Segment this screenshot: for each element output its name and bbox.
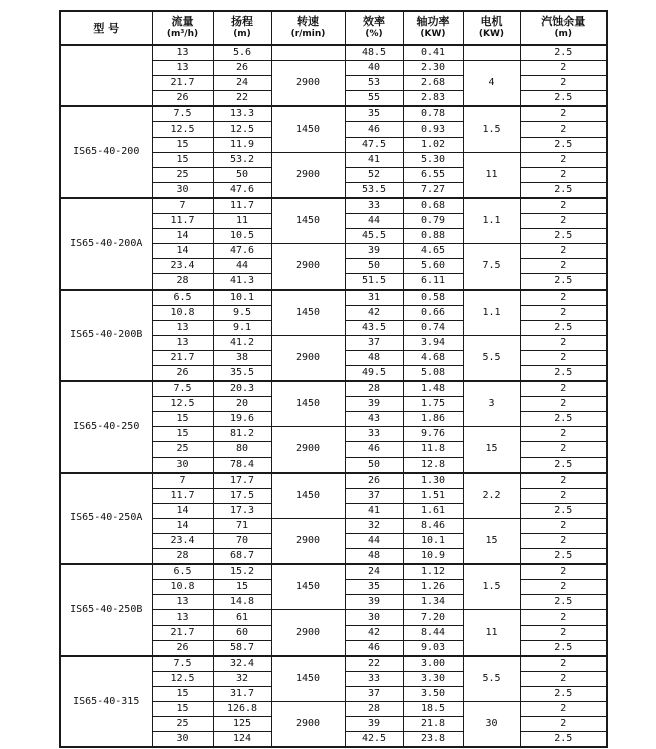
header-efficiency: 效率 (%) xyxy=(345,11,403,45)
model-cell: IS65-40-315 xyxy=(60,656,152,748)
speed-cell: 2900 xyxy=(271,702,345,748)
model-cell: IS65-40-200B xyxy=(60,290,152,382)
motor-cell: 1.1 xyxy=(463,198,520,244)
shaft-power-cell: 0.88 xyxy=(403,229,463,244)
efficiency-cell: 39 xyxy=(345,717,403,732)
flow-cell: 13 xyxy=(152,320,213,335)
npsh-cell: 2 xyxy=(520,152,607,167)
efficiency-cell: 45.5 xyxy=(345,229,403,244)
efficiency-cell: 48 xyxy=(345,350,403,365)
header-speed: 转速 (r/min) xyxy=(271,11,345,45)
flow-cell: 15 xyxy=(152,427,213,442)
speed-cell: 2900 xyxy=(271,518,345,564)
shaft-power-cell: 3.94 xyxy=(403,335,463,350)
efficiency-cell: 28 xyxy=(345,381,403,397)
flow-cell: 11.7 xyxy=(152,214,213,229)
flow-cell: 30 xyxy=(152,182,213,198)
shaft-power-cell: 0.78 xyxy=(403,106,463,122)
shaft-power-cell: 23.8 xyxy=(403,732,463,748)
efficiency-cell: 24 xyxy=(345,564,403,580)
shaft-power-cell: 12.8 xyxy=(403,457,463,473)
head-cell: 20 xyxy=(213,397,271,412)
flow-cell: 7.5 xyxy=(152,106,213,122)
shaft-power-cell: 10.9 xyxy=(403,549,463,565)
head-cell: 17.5 xyxy=(213,488,271,503)
npsh-cell: 2 xyxy=(520,610,607,625)
efficiency-cell: 46 xyxy=(345,640,403,656)
shaft-power-cell: 4.68 xyxy=(403,350,463,365)
npsh-cell: 2.5 xyxy=(520,91,607,107)
shaft-power-cell: 21.8 xyxy=(403,717,463,732)
flow-cell: 21.7 xyxy=(152,625,213,640)
flow-cell: 14 xyxy=(152,244,213,259)
efficiency-cell: 55 xyxy=(345,91,403,107)
flow-cell: 12.5 xyxy=(152,397,213,412)
efficiency-cell: 46 xyxy=(345,442,403,457)
efficiency-cell: 39 xyxy=(345,244,403,259)
shaft-power-cell: 9.03 xyxy=(403,640,463,656)
shaft-power-cell: 4.65 xyxy=(403,244,463,259)
shaft-power-cell: 1.12 xyxy=(403,564,463,580)
flow-cell: 14 xyxy=(152,229,213,244)
head-cell: 80 xyxy=(213,442,271,457)
motor-cell: 5.5 xyxy=(463,335,520,381)
head-cell: 14.8 xyxy=(213,595,271,610)
npsh-cell: 2 xyxy=(520,580,607,595)
motor-cell: 5.5 xyxy=(463,656,520,702)
head-cell: 11 xyxy=(213,214,271,229)
table-row xyxy=(60,198,607,214)
shaft-power-cell: 0.41 xyxy=(403,45,463,61)
shaft-power-cell: 5.08 xyxy=(403,365,463,381)
shaft-power-cell: 0.74 xyxy=(403,320,463,335)
speed-cell: 1450 xyxy=(271,106,345,152)
motor-cell: 30 xyxy=(463,702,520,748)
table-row xyxy=(60,473,607,489)
efficiency-cell: 53 xyxy=(345,76,403,91)
head-cell: 50 xyxy=(213,167,271,182)
flow-cell: 15 xyxy=(152,152,213,167)
head-cell: 125 xyxy=(213,717,271,732)
header-motor: 电机 (KW) xyxy=(463,11,520,45)
npsh-cell: 2 xyxy=(520,76,607,91)
npsh-cell: 2 xyxy=(520,656,607,672)
flow-cell: 7 xyxy=(152,473,213,489)
efficiency-cell: 33 xyxy=(345,198,403,214)
efficiency-cell: 50 xyxy=(345,457,403,473)
npsh-cell: 2.5 xyxy=(520,274,607,290)
head-cell: 61 xyxy=(213,610,271,625)
efficiency-cell: 39 xyxy=(345,397,403,412)
npsh-cell: 2.5 xyxy=(520,182,607,198)
head-cell: 44 xyxy=(213,259,271,274)
motor-cell: 15 xyxy=(463,518,520,564)
shaft-power-cell: 1.86 xyxy=(403,412,463,427)
npsh-cell: 2.5 xyxy=(520,229,607,244)
npsh-cell: 2.5 xyxy=(520,686,607,701)
efficiency-cell: 53.5 xyxy=(345,182,403,198)
head-cell: 5.6 xyxy=(213,45,271,61)
head-cell: 17.3 xyxy=(213,503,271,518)
flow-cell: 26 xyxy=(152,365,213,381)
table-row xyxy=(60,564,607,580)
flow-cell: 10.8 xyxy=(152,580,213,595)
head-cell: 124 xyxy=(213,732,271,748)
npsh-cell: 2.5 xyxy=(520,45,607,61)
shaft-power-cell: 1.51 xyxy=(403,488,463,503)
flow-cell: 28 xyxy=(152,274,213,290)
head-cell: 15.2 xyxy=(213,564,271,580)
head-cell: 10.5 xyxy=(213,229,271,244)
head-cell: 78.4 xyxy=(213,457,271,473)
npsh-cell: 2 xyxy=(520,305,607,320)
efficiency-cell: 26 xyxy=(345,473,403,489)
flow-cell: 25 xyxy=(152,717,213,732)
npsh-cell: 2 xyxy=(520,214,607,229)
efficiency-cell: 22 xyxy=(345,656,403,672)
head-cell: 60 xyxy=(213,625,271,640)
flow-cell: 15 xyxy=(152,702,213,717)
shaft-power-cell: 0.93 xyxy=(403,122,463,137)
speed-cell: 2900 xyxy=(271,61,345,107)
shaft-power-cell: 10.1 xyxy=(403,534,463,549)
head-cell: 41.3 xyxy=(213,274,271,290)
header-row xyxy=(60,11,607,45)
speed-cell: 1450 xyxy=(271,381,345,427)
flow-cell: 12.5 xyxy=(152,122,213,137)
flow-cell: 13 xyxy=(152,595,213,610)
efficiency-cell: 39 xyxy=(345,595,403,610)
model-cell xyxy=(60,45,152,106)
flow-cell: 13 xyxy=(152,335,213,350)
npsh-cell: 2.5 xyxy=(520,457,607,473)
flow-cell: 23.4 xyxy=(152,534,213,549)
head-cell: 9.1 xyxy=(213,320,271,335)
flow-cell: 26 xyxy=(152,91,213,107)
efficiency-cell: 44 xyxy=(345,534,403,549)
head-cell: 17.7 xyxy=(213,473,271,489)
shaft-power-cell: 6.11 xyxy=(403,274,463,290)
efficiency-cell: 43.5 xyxy=(345,320,403,335)
efficiency-cell: 37 xyxy=(345,335,403,350)
header-flow: 流量 (m³/h) xyxy=(152,11,213,45)
efficiency-cell: 42 xyxy=(345,625,403,640)
shaft-power-cell: 0.58 xyxy=(403,290,463,306)
npsh-cell: 2 xyxy=(520,61,607,76)
head-cell: 24 xyxy=(213,76,271,91)
efficiency-cell: 35 xyxy=(345,106,403,122)
flow-cell: 11.7 xyxy=(152,488,213,503)
efficiency-cell: 33 xyxy=(345,671,403,686)
npsh-cell: 2 xyxy=(520,167,607,182)
flow-cell: 15 xyxy=(152,686,213,701)
flow-cell: 15 xyxy=(152,412,213,427)
shaft-power-cell: 1.26 xyxy=(403,580,463,595)
npsh-cell: 2 xyxy=(520,106,607,122)
npsh-cell: 2 xyxy=(520,534,607,549)
speed-cell: 1450 xyxy=(271,656,345,702)
shaft-power-cell: 5.60 xyxy=(403,259,463,274)
efficiency-cell: 46 xyxy=(345,122,403,137)
npsh-cell: 2 xyxy=(520,717,607,732)
shaft-power-cell: 2.30 xyxy=(403,61,463,76)
npsh-cell: 2.5 xyxy=(520,137,607,152)
header-shaft-power: 轴功率 (KW) xyxy=(403,11,463,45)
flow-cell: 25 xyxy=(152,167,213,182)
shaft-power-cell: 7.27 xyxy=(403,182,463,198)
flow-cell: 21.7 xyxy=(152,76,213,91)
npsh-cell: 2 xyxy=(520,198,607,214)
efficiency-cell: 42 xyxy=(345,305,403,320)
flow-cell: 28 xyxy=(152,549,213,565)
flow-cell: 10.8 xyxy=(152,305,213,320)
efficiency-cell: 48 xyxy=(345,549,403,565)
motor-cell: 1.1 xyxy=(463,290,520,336)
head-cell: 26 xyxy=(213,61,271,76)
head-cell: 47.6 xyxy=(213,244,271,259)
speed-cell: 1450 xyxy=(271,198,345,244)
npsh-cell: 2 xyxy=(520,350,607,365)
head-cell: 9.5 xyxy=(213,305,271,320)
flow-cell: 13 xyxy=(152,61,213,76)
npsh-cell: 2 xyxy=(520,381,607,397)
head-cell: 32 xyxy=(213,671,271,686)
head-cell: 10.1 xyxy=(213,290,271,306)
shaft-power-cell: 7.20 xyxy=(403,610,463,625)
shaft-power-cell: 3.30 xyxy=(403,671,463,686)
motor-cell: 1.5 xyxy=(463,564,520,610)
motor-cell: 11 xyxy=(463,152,520,198)
shaft-power-cell: 0.66 xyxy=(403,305,463,320)
npsh-cell: 2.5 xyxy=(520,640,607,656)
flow-cell: 6.5 xyxy=(152,290,213,306)
efficiency-cell: 42.5 xyxy=(345,732,403,748)
efficiency-cell: 32 xyxy=(345,518,403,533)
flow-cell: 7 xyxy=(152,198,213,214)
npsh-cell: 2.5 xyxy=(520,732,607,748)
shaft-power-cell: 0.79 xyxy=(403,214,463,229)
head-cell: 15 xyxy=(213,580,271,595)
head-cell: 58.7 xyxy=(213,640,271,656)
npsh-cell: 2 xyxy=(520,442,607,457)
npsh-cell: 2 xyxy=(520,702,607,717)
efficiency-cell: 41 xyxy=(345,503,403,518)
flow-cell: 13 xyxy=(152,610,213,625)
flow-cell: 6.5 xyxy=(152,564,213,580)
npsh-cell: 2.5 xyxy=(520,365,607,381)
pump-performance-table xyxy=(59,10,608,748)
shaft-power-cell: 11.8 xyxy=(403,442,463,457)
head-cell: 11.7 xyxy=(213,198,271,214)
speed-cell: 2900 xyxy=(271,244,345,290)
shaft-power-cell: 1.34 xyxy=(403,595,463,610)
shaft-power-cell: 3.50 xyxy=(403,686,463,701)
header-head: 扬程 (m) xyxy=(213,11,271,45)
speed-cell: 2900 xyxy=(271,152,345,198)
motor-cell: 7.5 xyxy=(463,244,520,290)
shaft-power-cell: 8.44 xyxy=(403,625,463,640)
npsh-cell: 2 xyxy=(520,397,607,412)
table-row xyxy=(60,381,607,397)
head-cell: 12.5 xyxy=(213,122,271,137)
table-row xyxy=(60,290,607,306)
shaft-power-cell: 1.30 xyxy=(403,473,463,489)
speed-cell xyxy=(271,45,345,61)
head-cell: 70 xyxy=(213,534,271,549)
shaft-power-cell: 2.83 xyxy=(403,91,463,107)
npsh-cell: 2.5 xyxy=(520,503,607,518)
flow-cell: 7.5 xyxy=(152,381,213,397)
flow-cell: 30 xyxy=(152,457,213,473)
npsh-cell: 2.5 xyxy=(520,320,607,335)
efficiency-cell: 50 xyxy=(345,259,403,274)
efficiency-cell: 28 xyxy=(345,702,403,717)
flow-cell: 7.5 xyxy=(152,656,213,672)
head-cell: 32.4 xyxy=(213,656,271,672)
head-cell: 20.3 xyxy=(213,381,271,397)
shaft-power-cell: 0.68 xyxy=(403,198,463,214)
head-cell: 126.8 xyxy=(213,702,271,717)
table-body xyxy=(60,45,607,747)
npsh-cell: 2.5 xyxy=(520,595,607,610)
flow-cell: 25 xyxy=(152,442,213,457)
efficiency-cell: 40 xyxy=(345,61,403,76)
model-cell: IS65-40-200A xyxy=(60,198,152,290)
shaft-power-cell: 6.55 xyxy=(403,167,463,182)
npsh-cell: 2 xyxy=(520,671,607,686)
header-npsh: 汽蚀余量 (m) xyxy=(520,11,607,45)
motor-cell: 1.5 xyxy=(463,106,520,152)
speed-cell: 1450 xyxy=(271,564,345,610)
shaft-power-cell: 18.5 xyxy=(403,702,463,717)
speed-cell: 2900 xyxy=(271,335,345,381)
efficiency-cell: 47.5 xyxy=(345,137,403,152)
model-cell: IS65-40-200 xyxy=(60,106,152,198)
efficiency-cell: 43 xyxy=(345,412,403,427)
flow-cell: 30 xyxy=(152,732,213,748)
speed-cell: 2900 xyxy=(271,427,345,473)
efficiency-cell: 51.5 xyxy=(345,274,403,290)
head-cell: 31.7 xyxy=(213,686,271,701)
efficiency-cell: 30 xyxy=(345,610,403,625)
shaft-power-cell: 3.00 xyxy=(403,656,463,672)
npsh-cell: 2 xyxy=(520,427,607,442)
npsh-cell: 2 xyxy=(520,244,607,259)
head-cell: 41.2 xyxy=(213,335,271,350)
motor-cell xyxy=(463,45,520,61)
head-cell: 35.5 xyxy=(213,365,271,381)
motor-cell: 15 xyxy=(463,427,520,473)
model-cell: IS65-40-250 xyxy=(60,381,152,473)
header-model: 型 号 xyxy=(60,11,152,45)
npsh-cell: 2 xyxy=(520,488,607,503)
shaft-power-cell: 1.02 xyxy=(403,137,463,152)
npsh-cell: 2 xyxy=(520,473,607,489)
flow-cell: 14 xyxy=(152,518,213,533)
head-cell: 53.2 xyxy=(213,152,271,167)
flow-cell: 12.5 xyxy=(152,671,213,686)
head-cell: 38 xyxy=(213,350,271,365)
model-cell: IS65-40-250B xyxy=(60,564,152,656)
flow-cell: 21.7 xyxy=(152,350,213,365)
table-row xyxy=(60,656,607,672)
npsh-cell: 2 xyxy=(520,122,607,137)
motor-cell: 4 xyxy=(463,61,520,107)
flow-cell: 14 xyxy=(152,503,213,518)
flow-cell: 15 xyxy=(152,137,213,152)
head-cell: 13.3 xyxy=(213,106,271,122)
shaft-power-cell: 9.76 xyxy=(403,427,463,442)
npsh-cell: 2 xyxy=(520,518,607,533)
head-cell: 19.6 xyxy=(213,412,271,427)
npsh-cell: 2 xyxy=(520,625,607,640)
efficiency-cell: 49.5 xyxy=(345,365,403,381)
npsh-cell: 2.5 xyxy=(520,412,607,427)
shaft-power-cell: 2.68 xyxy=(403,76,463,91)
head-cell: 11.9 xyxy=(213,137,271,152)
speed-cell: 1450 xyxy=(271,473,345,519)
flow-cell: 13 xyxy=(152,45,213,61)
shaft-power-cell: 1.75 xyxy=(403,397,463,412)
npsh-cell: 2 xyxy=(520,259,607,274)
speed-cell: 2900 xyxy=(271,610,345,656)
motor-cell: 11 xyxy=(463,610,520,656)
speed-cell: 1450 xyxy=(271,290,345,336)
efficiency-cell: 41 xyxy=(345,152,403,167)
npsh-cell: 2 xyxy=(520,335,607,350)
efficiency-cell: 31 xyxy=(345,290,403,306)
efficiency-cell: 48.5 xyxy=(345,45,403,61)
model-cell: IS65-40-250A xyxy=(60,473,152,565)
npsh-cell: 2 xyxy=(520,290,607,306)
efficiency-cell: 44 xyxy=(345,214,403,229)
head-cell: 71 xyxy=(213,518,271,533)
table-row xyxy=(60,45,607,61)
npsh-cell: 2.5 xyxy=(520,549,607,565)
shaft-power-cell: 1.48 xyxy=(403,381,463,397)
shaft-power-cell: 8.46 xyxy=(403,518,463,533)
npsh-cell: 2 xyxy=(520,564,607,580)
flow-cell: 23.4 xyxy=(152,259,213,274)
head-cell: 47.6 xyxy=(213,182,271,198)
shaft-power-cell: 1.61 xyxy=(403,503,463,518)
shaft-power-cell: 5.30 xyxy=(403,152,463,167)
head-cell: 68.7 xyxy=(213,549,271,565)
efficiency-cell: 37 xyxy=(345,686,403,701)
flow-cell: 26 xyxy=(152,640,213,656)
motor-cell: 3 xyxy=(463,381,520,427)
motor-cell: 2.2 xyxy=(463,473,520,519)
head-cell: 22 xyxy=(213,91,271,107)
efficiency-cell: 37 xyxy=(345,488,403,503)
efficiency-cell: 33 xyxy=(345,427,403,442)
table-row xyxy=(60,106,607,122)
head-cell: 81.2 xyxy=(213,427,271,442)
efficiency-cell: 52 xyxy=(345,167,403,182)
efficiency-cell: 35 xyxy=(345,580,403,595)
